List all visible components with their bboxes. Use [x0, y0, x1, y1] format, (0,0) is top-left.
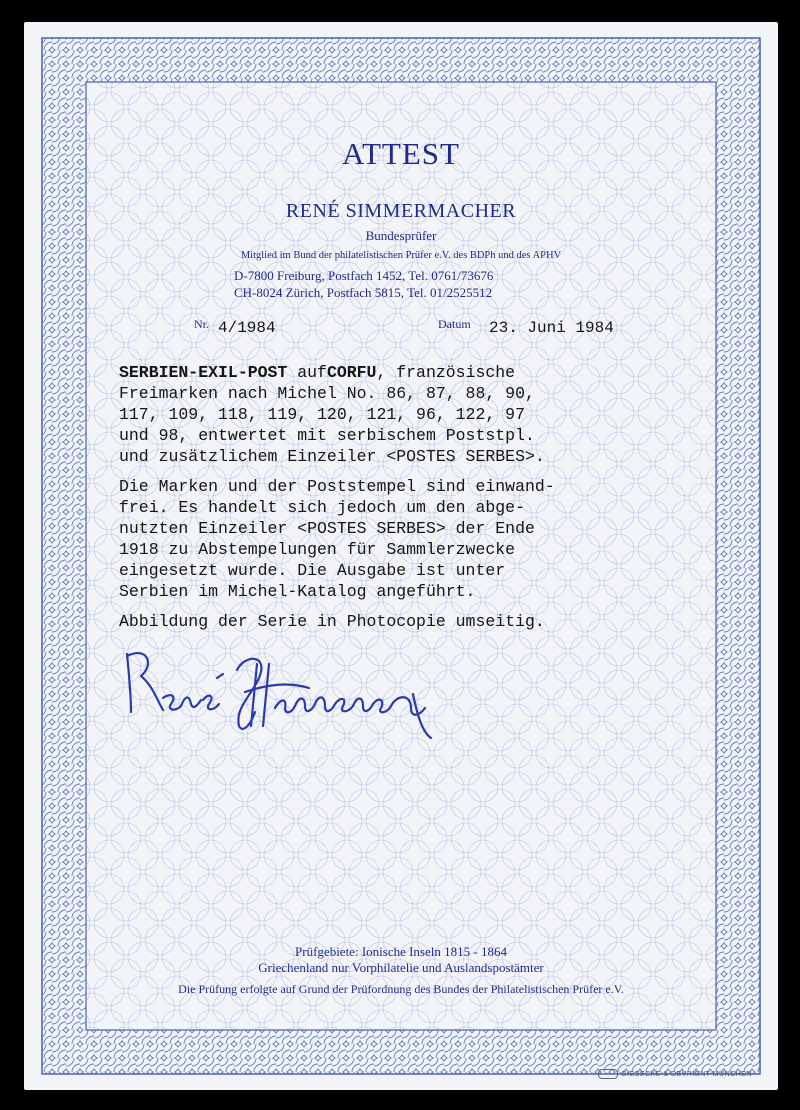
paragraph-description — [119, 362, 719, 467]
certificate-paper — [24, 22, 778, 1090]
footer-exam-scope: Griechenland nur Vorphilatelie und Auslandspostämter — [258, 960, 544, 975]
paragraph-note: Abbildung der Serie in Photocopie umseitig. — [119, 612, 545, 631]
certificate-number: 4/1984 — [218, 319, 276, 337]
text-line: frei. Es handelt sich jedoch um den abge- — [119, 498, 525, 517]
text-line: 1918 zu Abstempelungen für Sammlerzwecke — [119, 540, 516, 559]
text-line: nutzten Einzeiler <POSTES SERBES> der Ende — [119, 519, 535, 538]
footer-regulation: Die Prüfung erfolgte auf Grund der Prüfordnung des Bundes der Philatelistischen Prüfer e.V. — [178, 982, 624, 996]
address-germany: D-7800 Freiburg, Postfach 1452, Tel. 0761/73676 — [234, 268, 494, 283]
footer-exam-areas: Prüfgebiete: Ionische Inseln 1815 - 1864 — [295, 944, 507, 959]
text-line: Serbien im Michel-Katalog angeführt. — [119, 582, 476, 601]
attest-body — [119, 362, 719, 641]
location-term: CORFU — [326, 363, 377, 382]
text-span: auf — [287, 363, 327, 382]
text-line: 117, 109, 118, 119, 120, 121, 96, 122, 97 — [119, 405, 525, 424]
printer-imprint — [598, 1069, 752, 1079]
date-label: Datum — [438, 317, 471, 331]
paragraph-assessment — [119, 476, 719, 602]
text-span: , französische — [376, 363, 516, 382]
examiner-role: Bundesprüfer — [365, 228, 437, 243]
country-term: SERBIEN-EXIL-POST — [119, 363, 288, 382]
text-line: und zusätzlichem Einzeiler <POSTES SERBES>. — [119, 447, 545, 466]
certificate-title: ATTEST — [342, 136, 460, 171]
printer-name: GIESECKE & DEVRIENT MÜNCHEN — [621, 1070, 752, 1078]
examiner-name: RENÉ SIMMERMACHER — [285, 200, 517, 222]
text-line: eingesetzt wurde. Die Ausgabe ist unter — [119, 561, 506, 580]
text-line: Freimarken nach Michel No. 86, 87, 88, 90, — [119, 384, 535, 403]
printer-logo-icon — [598, 1069, 618, 1079]
text-line: und 98, entwertet mit serbischem Poststpl. — [119, 426, 535, 445]
address-switzerland: CH-8024 Zürich, Postfach 5815, Tel. 01/2525512 — [234, 285, 493, 300]
certificate-date: 23. Juni 1984 — [489, 319, 614, 337]
text-line: Die Marken und der Poststempel sind einwand- — [119, 477, 555, 496]
number-label: Nr. — [194, 317, 209, 331]
handwritten-signature — [119, 634, 449, 744]
membership-line: Mitglied im Bund der philatelistischen Prüfer e.V. des BDPh und des APHV — [240, 250, 562, 261]
